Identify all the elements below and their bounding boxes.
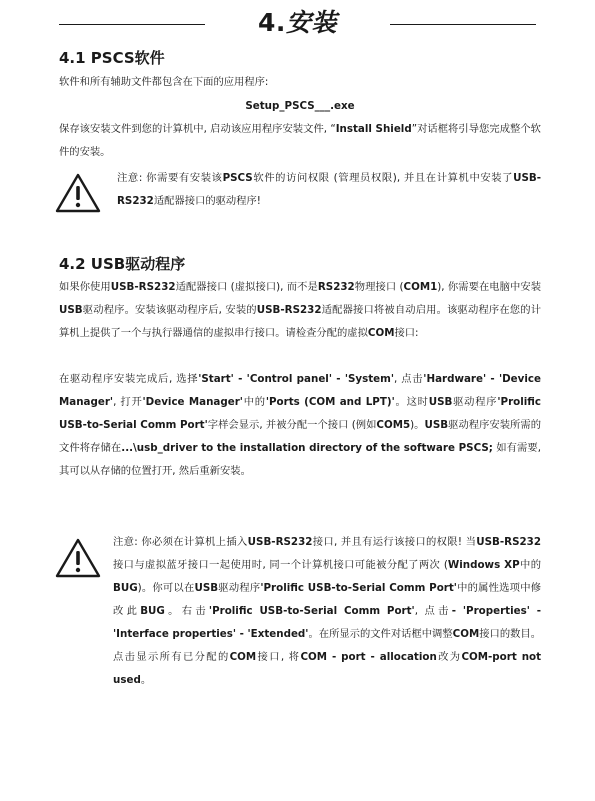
text: 适配器接口的驱动程序!: [153, 195, 261, 207]
text: ), 你需要在电脑中安装: [437, 281, 542, 293]
text: )。你可以在: [137, 582, 195, 594]
text: 接口, 并且有运行该接口的权限! 当: [312, 536, 477, 548]
term: 'Prolific USB-to-Serial Comm Port': [208, 605, 415, 617]
text: 接口:: [394, 327, 419, 339]
term: USB-RS232: [110, 281, 176, 293]
text: 注意: 你需要有安装该: [117, 172, 223, 184]
usb-driver-check-steps: [59, 368, 541, 483]
term: Windows XP: [447, 559, 520, 571]
text: 改为: [436, 651, 462, 663]
text: 接口, 将: [256, 651, 301, 663]
text: 软件的访问权限 (管理员权限), 并且在计算机中安装了: [252, 172, 514, 184]
text: , 打开: [113, 396, 143, 408]
title-rule-right: [390, 24, 536, 25]
text: 物理接口 (: [354, 281, 404, 293]
term: 'Device Manager': [142, 396, 243, 408]
term: 'Ports (COM and LPT)': [265, 396, 395, 408]
term: 'Prolific USB-to-Serial Comm Port': [260, 582, 457, 594]
pscs-intro: 软件和所有辅助文件都包含在下面的应用程序:: [59, 76, 269, 88]
text: 驱动程序: [452, 396, 498, 408]
text: 适配器接口 (虚拟接口), 而不是: [175, 281, 318, 293]
text: 保存该安装文件到您的计算机中, 启动该应用程序安装文件, “: [59, 123, 336, 135]
warning-triangle-icon: [55, 172, 101, 214]
chapter-name: 安装: [285, 8, 337, 37]
term: - 'Properties' - 'Interface properties' - 'Extended': [113, 605, 542, 640]
text: , 点击: [394, 373, 424, 385]
term: ...\usb_driver to the installation directory of the software PSCS;: [121, 442, 493, 454]
setup-filename: Setup_PSCS___.exe: [245, 100, 355, 112]
term: USB-RS232: [117, 172, 541, 207]
install-shield-term: Install Shield: [335, 123, 412, 135]
text: 在驱动程序安装完成后, 选择: [59, 373, 199, 385]
term: COM: [229, 651, 257, 663]
text: 适配器接口将被自动启用。该驱动程序在您的计算机上提供了一个与执行器通信的虚拟串行接口。请检查分配的虚拟: [59, 304, 542, 339]
pscs-install-instructions: [59, 118, 541, 164]
term: 'Prolific USB-to-Serial Comm Port': [59, 396, 542, 431]
term: USB-RS232: [476, 536, 541, 548]
term: COM1: [403, 281, 438, 293]
chapter-number: 4.: [258, 8, 286, 37]
term: PSCS: [222, 172, 253, 184]
text: ”对话框将引导您完成整个软件的安装。: [59, 123, 541, 158]
text: 驱动程序安装所需的文件将存储在: [59, 419, 541, 454]
term: BUG: [140, 605, 165, 617]
pscs-admin-note: [117, 167, 541, 213]
term: COM - port - allocation: [300, 651, 437, 663]
text: 如果你使用: [59, 281, 111, 293]
text: , 点击: [414, 605, 452, 617]
text: 中的: [242, 396, 266, 408]
term: COM-port not used: [113, 651, 542, 686]
text: 接口与虚拟蓝牙接口一起使用时, 同一个计算机接口可能被分配了两次 (: [113, 559, 448, 571]
term: USB: [194, 582, 219, 594]
term: RS232: [317, 281, 355, 293]
text: 注意: 你必须在计算机上插入: [113, 536, 248, 548]
term: USB: [424, 419, 449, 431]
text: 。右击: [164, 605, 209, 617]
text: 中的: [519, 559, 542, 571]
term: COM: [452, 628, 480, 640]
term: 'Hardware' - 'Device Manager': [59, 373, 541, 408]
term: USB: [59, 304, 83, 316]
warning-triangle-icon: [55, 537, 101, 579]
text: 如有需要, 其可以从存储的位置打开, 然后重新安装。: [59, 442, 542, 477]
text: 。: [140, 674, 152, 686]
text: 驱动程序: [218, 582, 261, 594]
term: COM5: [376, 419, 411, 431]
term: 'Start' - 'Control panel' - 'System': [198, 373, 395, 385]
text: 。在所显示的文件对话框中调整: [308, 628, 453, 640]
term: USB-RS232: [256, 304, 322, 316]
usb-port-bug-note: [113, 531, 541, 692]
term: USB: [428, 396, 453, 408]
chapter-title: [0, 7, 595, 39]
text: )。: [410, 419, 425, 431]
text: 字样会显示, 并被分配一个接口 (例如: [207, 419, 377, 431]
text: 接口的数目。点击显示所有已分配的: [113, 628, 542, 663]
usb-driver-intro: [59, 276, 541, 345]
text: 中的属性选项中修改此: [113, 582, 542, 617]
text: 驱动程序。安装该驱动程序后, 安装的: [82, 304, 257, 316]
term: COM: [367, 327, 395, 339]
section-heading-pscs: 4.1 PSCS软件: [59, 49, 165, 67]
term: BUG: [113, 582, 138, 594]
section-heading-usb-driver: 4.2 USB驱动程序: [59, 255, 186, 273]
text: 。这时: [394, 396, 429, 408]
chapter-header: [0, 6, 595, 40]
term: USB-RS232: [247, 536, 313, 548]
